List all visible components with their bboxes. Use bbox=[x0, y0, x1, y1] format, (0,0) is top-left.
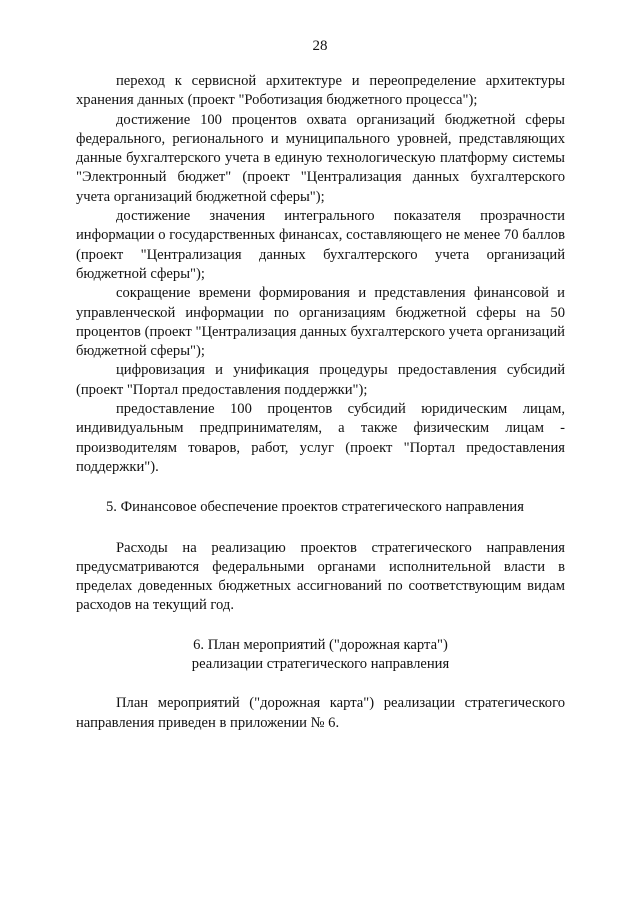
list-item: цифровизация и унификация процедуры предоставления субсидий (проект "Портал предоставления поддержки"); bbox=[76, 362, 565, 398]
list-item: сокращение времени формирования и представления финансовой и управленческой информации по организациям бюджетной сферы на 50 процентов (проект "Централизация данных бухгалтерского учета организаций бюджетной сферы"); bbox=[76, 285, 565, 360]
list-item: предоставление 100 процентов субсидий юридическим лицам, индивидуальным предпринимателям, а также физическим лицам - производителям товаров, работ, услуг (проект "Портал предоставления поддержки"). bbox=[76, 401, 565, 475]
section-5-heading: 5. Финансовое обеспечение проектов стратегического направления bbox=[106, 499, 524, 516]
section-6-heading-line-1: 6. План мероприятий ("дорожная карта") bbox=[193, 636, 448, 653]
document-body bbox=[76, 72, 565, 733]
spacer bbox=[76, 518, 565, 539]
page-number: 28 bbox=[312, 38, 328, 54]
spacer bbox=[76, 616, 565, 636]
section-5-body: Расходы на реализацию проектов стратегического направления предусматриваются федеральными органами исполнительной власти в пределах доведенных бюджетных ассигнований по соответствующим видам расходов на текущий год. bbox=[76, 539, 565, 614]
section-6-body: План мероприятий ("дорожная карта") реализации стратегического направления приведен в приложении № 6. bbox=[76, 695, 565, 731]
list-item: достижение значения интегрального показателя прозрачности информации о государственных финансах, составляющего не менее 70 баллов (проект "Централизация данных бухгалтерского учета организаций бюджетной сферы"); bbox=[76, 208, 565, 282]
list-item: переход к сервисной архитектуре и переопределение архитектуры хранения данных (проект "Роботизация бюджетного процесса"); bbox=[76, 73, 565, 109]
list-item: достижение 100 процентов охвата организаций бюджетной сферы федерального, регионального и муниципального уровней, представляющих данные бухгалтерского учета в единую технологическую платформу системы "Электронный бюджет" (проект "Централизация данных бухгалтерского учета организаций бюджетной сферы"); bbox=[76, 111, 565, 205]
spacer bbox=[76, 674, 565, 694]
spacer bbox=[76, 477, 565, 498]
section-6-heading-line-2: реализации стратегического направления bbox=[191, 656, 450, 673]
